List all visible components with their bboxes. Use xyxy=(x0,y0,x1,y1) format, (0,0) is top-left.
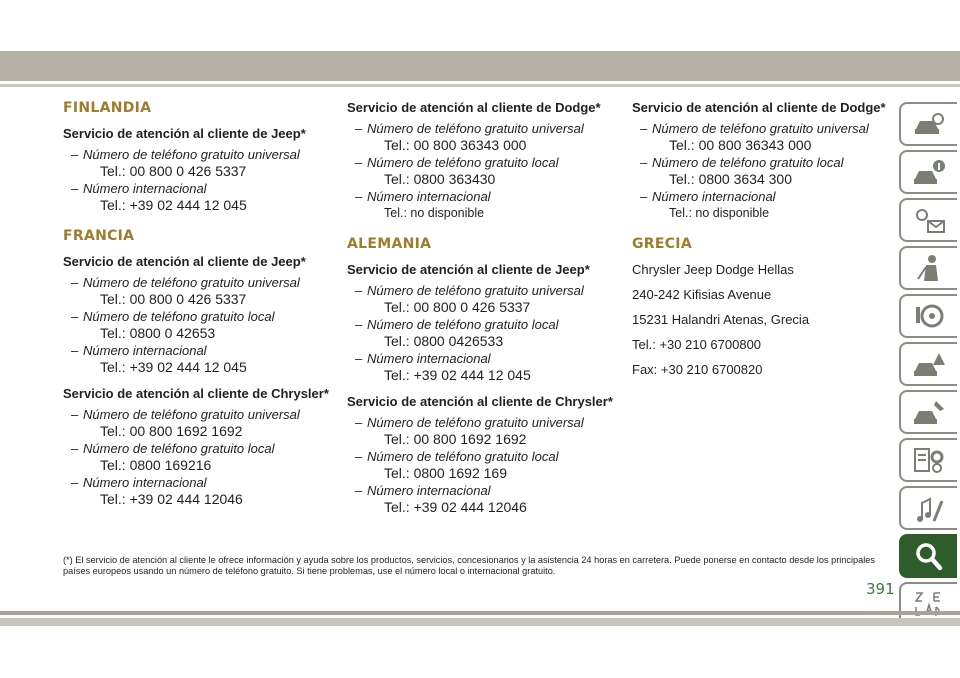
service-block xyxy=(63,254,335,376)
phone-entry xyxy=(83,407,335,508)
country-heading-grecia: GRECIA xyxy=(632,236,692,252)
address-line: Tel.: +30 210 6700800 xyxy=(632,337,762,352)
address-block xyxy=(632,262,897,377)
phone-value: Tel.: 00 800 36343 000 xyxy=(669,137,812,153)
service-title: Servicio de atención al cliente de Jeep* xyxy=(63,254,306,269)
bottom-band xyxy=(0,611,960,615)
phone-entry xyxy=(367,415,619,516)
phone-value: Tel.: no disponible xyxy=(384,206,485,220)
phone-value: Tel.: +39 02 444 12 045 xyxy=(100,359,247,375)
phone-label: – Número internacional xyxy=(367,483,619,499)
service-title: Servicio de atención al cliente de Chrysler* xyxy=(63,386,329,401)
tab-car-magnifier[interactable] xyxy=(899,102,957,146)
warning-light-mail-icon xyxy=(912,205,946,235)
phone-label: – Número internacional xyxy=(83,343,335,359)
phone-label: – Número de teléfono gratuito local xyxy=(83,441,335,457)
phone-value: Tel.: 0800 0426533 xyxy=(384,333,504,349)
address-line: 240-242 Kifisias Avenue xyxy=(632,287,772,302)
phone-value: Tel.: 00 800 0 426 5337 xyxy=(100,163,247,179)
phone-value: Tel.: 0800 1692 169 xyxy=(384,465,507,481)
phone-value: Tel.: +39 02 444 12046 xyxy=(100,491,243,507)
car-info-icon xyxy=(912,157,946,187)
phone-label: – Número de teléfono gratuito universal xyxy=(83,275,335,291)
phone-value: Tel.: 00 800 0 426 5337 xyxy=(100,291,247,307)
chapter-sidebar xyxy=(899,102,960,630)
country-heading-alemania: ALEMANIA xyxy=(347,236,432,252)
service-block xyxy=(347,394,619,516)
service-block xyxy=(632,100,897,222)
phone-entry xyxy=(652,121,897,222)
tab-specifications[interactable] xyxy=(899,438,957,482)
phone-value: Tel.: +39 02 444 12046 xyxy=(384,499,527,515)
country-heading-finlandia: FINLANDIA xyxy=(63,100,152,116)
tab-car-info[interactable] xyxy=(899,150,957,194)
tab-multimedia[interactable] xyxy=(899,486,957,530)
search-magnifier-icon xyxy=(912,541,946,571)
column-3 xyxy=(632,100,897,387)
steering-key-icon xyxy=(912,301,946,331)
phone-label: – Número de teléfono gratuito universal xyxy=(83,147,335,163)
service-title: Servicio de atención al cliente de Jeep* xyxy=(347,262,590,277)
phone-value: Tel.: 0800 0 42653 xyxy=(100,325,216,341)
tab-starting-driving[interactable] xyxy=(899,294,957,338)
list-gears-icon xyxy=(912,445,946,475)
phone-entry xyxy=(367,283,619,384)
phone-value: Tel.: 00 800 0 426 5337 xyxy=(384,299,531,315)
seat-airbag-icon xyxy=(912,253,946,283)
phone-label: – Número de teléfono gratuito local xyxy=(367,155,619,171)
footnote: (*) El servicio de atención al cliente le ofrece información y ayuda sobre los productos, servicios, concesionarios y la asistencia 24 horas en carretera. Puede ponerse en contacto desde los principales países europeos usando un número de teléfono gratuito. Si tiene problemas, use el número local o internacional gratuito. xyxy=(63,555,875,576)
top-header-band xyxy=(0,51,960,81)
phone-value: Tel.: 00 800 1692 1692 xyxy=(384,431,527,447)
phone-value: Tel.: 00 800 1692 1692 xyxy=(100,423,243,439)
car-magnifier-icon xyxy=(912,109,946,139)
phone-label: – Número internacional xyxy=(367,351,619,367)
tab-emergency[interactable] xyxy=(899,342,957,386)
phone-value: Tel.: 0800 363430 xyxy=(384,171,496,187)
column-1 xyxy=(63,100,335,518)
service-block xyxy=(347,262,619,384)
phone-label: – Número de teléfono gratuito universal xyxy=(367,283,619,299)
phone-label: – Número de teléfono gratuito local xyxy=(83,309,335,325)
service-title: Servicio de atención al cliente de Dodge* xyxy=(632,100,886,115)
phone-entry xyxy=(367,121,619,222)
address-line: Chrysler Jeep Dodge Hellas xyxy=(632,262,794,277)
service-title: Servicio de atención al cliente de Jeep* xyxy=(63,126,306,141)
address-line: Fax: +30 210 6700820 xyxy=(632,362,763,377)
phone-label: – Número internacional xyxy=(367,189,619,205)
phone-label: – Número de teléfono gratuito universal xyxy=(367,121,619,137)
car-warning-icon xyxy=(912,349,946,379)
country-heading-francia: FRANCIA xyxy=(63,228,135,244)
bottom-band-light xyxy=(0,618,960,626)
service-title: Servicio de atención al cliente de Dodge* xyxy=(347,100,601,115)
phone-value: Tel.: +39 02 444 12 045 xyxy=(100,197,247,213)
tab-seat-safety[interactable] xyxy=(899,246,957,290)
phone-label: – Número internacional xyxy=(83,181,335,197)
phone-entry xyxy=(83,275,335,376)
address-line: 15231 Halandri Atenas, Grecia xyxy=(632,312,810,327)
top-header-line xyxy=(0,84,960,87)
tab-servicing[interactable] xyxy=(899,390,957,434)
phone-label: – Número de teléfono gratuito local xyxy=(652,155,897,171)
phone-label: – Número de teléfono gratuito universal xyxy=(83,407,335,423)
phone-label: – Número de teléfono gratuito local xyxy=(367,449,619,465)
music-navigation-icon xyxy=(912,493,946,523)
phone-value: Tel.: no disponible xyxy=(669,206,770,220)
phone-label: – Número de teléfono gratuito universal xyxy=(652,121,897,137)
tab-warning-lights[interactable] xyxy=(899,198,957,242)
service-block xyxy=(63,386,335,508)
tab-index-search[interactable] xyxy=(899,534,957,578)
phone-value: Tel.: 0800 169216 xyxy=(100,457,212,473)
phone-label: – Número internacional xyxy=(83,475,335,491)
page-number: 391 xyxy=(866,580,895,598)
phone-label: – Número de teléfono gratuito local xyxy=(367,317,619,333)
service-block xyxy=(63,126,335,214)
car-wrench-icon xyxy=(912,397,946,427)
column-2 xyxy=(347,100,619,526)
phone-entry xyxy=(83,147,335,214)
phone-value: Tel.: +39 02 444 12 045 xyxy=(384,367,531,383)
phone-label: – Número internacional xyxy=(652,189,897,205)
service-title: Servicio de atención al cliente de Chrysler* xyxy=(347,394,613,409)
phone-label: – Número de teléfono gratuito universal xyxy=(367,415,619,431)
phone-value: Tel.: 00 800 36343 000 xyxy=(384,137,527,153)
service-block xyxy=(347,100,619,222)
phone-value: Tel.: 0800 3634 300 xyxy=(669,171,792,187)
